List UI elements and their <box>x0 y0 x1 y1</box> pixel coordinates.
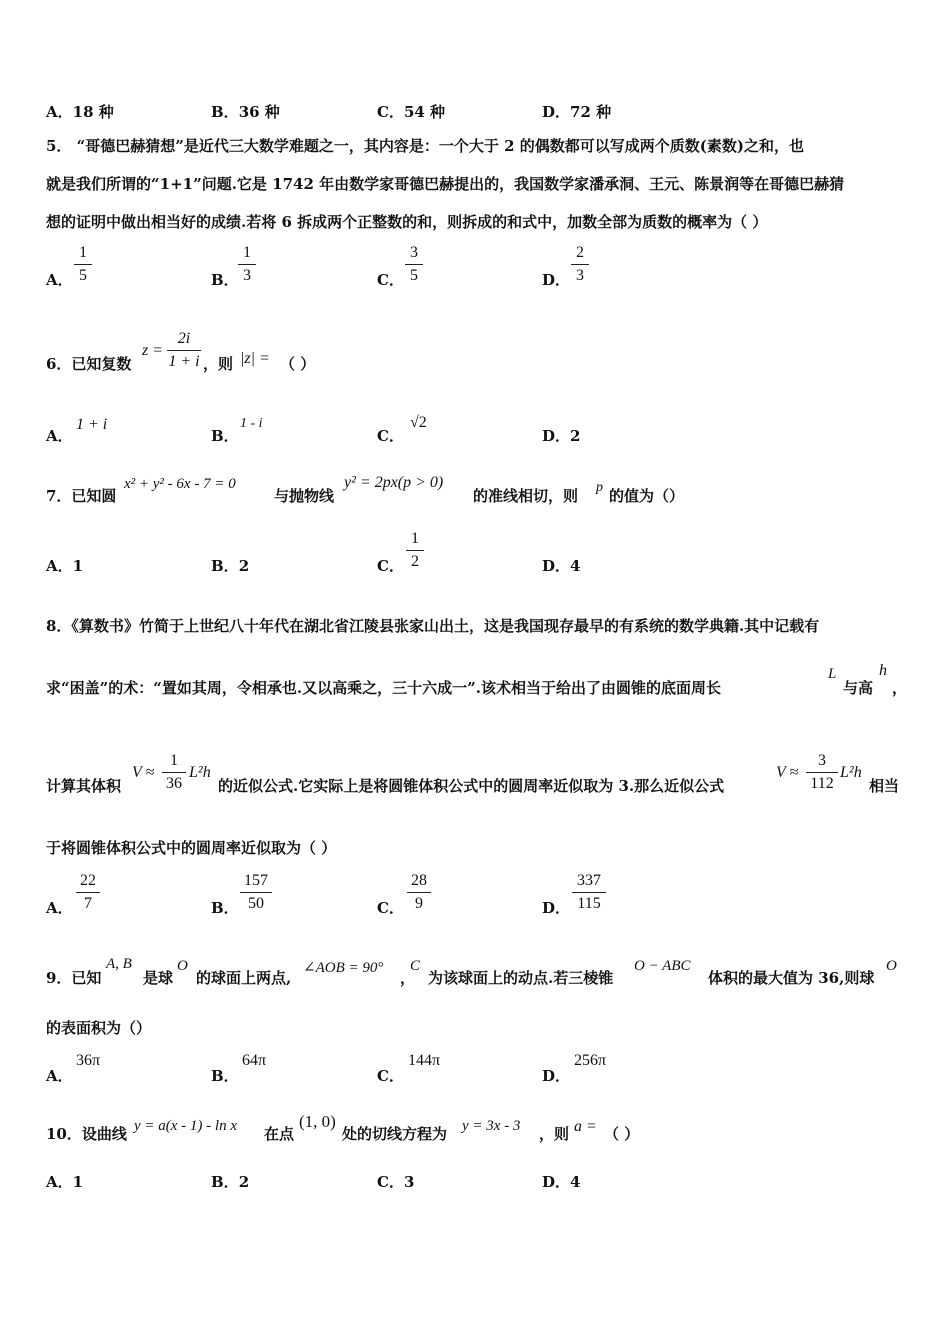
fraction-bar <box>74 264 92 265</box>
q7-mid2: 的准线相切，则 <box>473 487 579 505</box>
q8-option-b-letter: B． <box>211 899 239 917</box>
q8-f1-fraction <box>162 752 186 793</box>
fraction-bar <box>167 350 201 351</box>
fraction-bar <box>405 264 423 265</box>
q8-f2-rhs: L²h <box>840 764 862 781</box>
q10-prefix: 10．设曲线 <box>46 1125 127 1143</box>
fraction-bar <box>240 892 272 893</box>
q8-line3b: 的近似公式.它实际上是将圆锥体积公式中的圆周率近似取为 3.那么近似公式 <box>218 777 725 795</box>
option-text: 2 <box>238 1173 250 1191</box>
q8-line2a: 求“困盖”的术：“置如其周，令相承也.又以高乘之，三十六成一”.该术相当于给出了由圆锥的底面周长 <box>46 679 721 697</box>
q6-option-c-text: √2 <box>410 414 427 431</box>
q8-line4: 于将圆锥体积公式中的圆周率近似取为（ ） <box>46 839 337 857</box>
q7-prefix: 7．已知圆 <box>46 487 117 505</box>
q8-line3c: 相当 <box>869 777 900 795</box>
q8-option-b-fraction <box>240 872 272 913</box>
option-text: 4 <box>570 1173 581 1191</box>
q10-point: (1, 0) <box>299 1112 336 1131</box>
q10-suffix: （ ） <box>604 1125 640 1143</box>
denominator: 9 <box>415 895 423 912</box>
denominator: 5 <box>79 267 87 284</box>
option-letter: D． <box>542 1173 571 1191</box>
numerator: 22 <box>80 872 96 889</box>
denominator: 3 <box>243 267 251 284</box>
numerator: 3 <box>818 752 826 769</box>
option-text: 2 <box>238 557 250 575</box>
q8-line2b: 与高 <box>843 679 874 697</box>
q4-option-c <box>377 102 445 122</box>
q10-t1: 在点 <box>264 1125 295 1143</box>
q9-option-b-text: 64π <box>242 1052 267 1069</box>
q8-line1: 8．《算数书》竹简于上世纪八十年代在湖北省江陵县张家山出土，这是我国现存最早的有系统的数学典籍.其中记载有 <box>46 617 820 635</box>
option-text: 1 <box>72 557 84 575</box>
q9-angle: ∠AOB = 90° <box>303 960 384 976</box>
q8-line3a: 计算其体积 <box>46 777 122 795</box>
q9-t2: 的球面上两点, <box>196 969 292 987</box>
q4-option-d <box>542 102 611 122</box>
numerator: 28 <box>411 872 427 889</box>
q9-option-d-letter: D． <box>542 1067 571 1085</box>
option-letter: D． <box>542 103 571 121</box>
numerator: 1 <box>411 530 419 547</box>
denominator: 2 <box>411 553 419 570</box>
q7-circle-equation: x² + y² - 6x - 7 = 0 <box>124 476 236 492</box>
q6-option-b-text: 1 - i <box>240 416 263 431</box>
q10-option-a <box>46 1172 83 1192</box>
q7-suffix: 的值为（） <box>609 487 685 505</box>
numerator: 157 <box>244 872 268 889</box>
q10-t3: ，则 <box>539 1125 570 1143</box>
q6-option-a-text: 1 + i <box>76 416 108 433</box>
numerator: 337 <box>577 872 601 889</box>
option-text: 1 <box>72 1173 84 1191</box>
q5-line2: 就是我们所谓的“1+1”问题.它是 1742 年由数学家哥德巴赫提出的，我国数学家潘承洞、王元、陈景润等在哥德巴赫猜 <box>46 175 845 193</box>
q8-f2-lhs: V ≈ <box>776 764 799 781</box>
option-text: 3 <box>403 1173 415 1191</box>
q8-f1-rhs: L²h <box>189 764 211 781</box>
q9-option-b-letter: B． <box>211 1067 239 1085</box>
numerator: 2 <box>576 244 584 261</box>
q6-prefix: 6．已知复数 <box>46 355 132 373</box>
fraction-bar <box>571 264 589 265</box>
option-text: 18 种 <box>72 103 114 121</box>
q6-z-lhs: z = <box>142 342 164 359</box>
option-text: 54 种 <box>403 103 446 121</box>
q7-option-d <box>542 556 580 576</box>
q8-option-c-fraction <box>407 872 431 913</box>
q5-option-c-letter: C． <box>377 271 404 289</box>
denominator: 1 + i <box>168 353 200 370</box>
q9-t5: 体积的最大值为 36,则球 <box>708 969 875 987</box>
q10-curve: y = a(x - 1) - ln x <box>134 1118 237 1134</box>
denominator: 115 <box>577 895 601 912</box>
option-text: 2 <box>570 427 581 445</box>
q8-option-c-letter: C． <box>377 899 404 917</box>
option-letter: A． <box>46 1173 73 1191</box>
option-text: 4 <box>570 557 581 575</box>
q10-option-d <box>542 1172 580 1192</box>
option-letter: D． <box>542 427 571 445</box>
q5-option-d-fraction <box>571 244 589 285</box>
q9-line2: 的表面积为（） <box>46 1019 152 1037</box>
q7-option-a <box>46 556 83 576</box>
q8-L: L <box>828 666 837 682</box>
q9-option-a-text: 36π <box>76 1052 101 1069</box>
option-text: 72 种 <box>570 103 612 121</box>
q6-abs-z: |z| = <box>240 350 270 367</box>
option-text: 36 种 <box>238 103 280 121</box>
q6-option-c-letter: C． <box>377 427 404 445</box>
fraction-bar <box>407 892 431 893</box>
q9-option-d-text: 256π <box>574 1052 607 1069</box>
option-letter: C． <box>377 103 404 121</box>
q10-option-b <box>211 1172 249 1192</box>
q9-t3: ， <box>400 969 416 987</box>
numerator: 1 <box>170 752 178 769</box>
option-letter: C． <box>377 1173 404 1191</box>
q5-option-a-letter: A． <box>46 271 73 289</box>
option-letter: B． <box>211 103 239 121</box>
q6-z-fraction <box>167 330 201 371</box>
q9-C: C <box>410 958 421 974</box>
fraction-bar <box>76 892 100 893</box>
q9-option-c-letter: C． <box>377 1067 404 1085</box>
q6-option-a-letter: A． <box>46 427 73 445</box>
fraction-bar <box>806 772 838 773</box>
q10-a: a = <box>574 1118 597 1135</box>
q7-option-b <box>211 556 249 576</box>
q6-middle: ，则 <box>203 355 234 373</box>
denominator: 5 <box>410 267 418 284</box>
q8-f2-fraction <box>806 752 838 793</box>
q5-option-c-fraction <box>405 244 423 285</box>
q9-t4: 为该球面上的动点.若三棱锥 <box>428 969 614 987</box>
q7-option-c-fraction <box>406 530 424 571</box>
q8-option-d-fraction <box>572 872 606 913</box>
option-letter: A． <box>46 557 73 575</box>
q9-O2: O <box>886 958 897 974</box>
q4-option-a <box>46 102 114 122</box>
q6-suffix: （ ） <box>280 355 316 373</box>
denominator: 7 <box>84 895 92 912</box>
q8-h: h <box>879 662 887 679</box>
q5-line1: 5． “哥德巴赫猜想”是近代三大数学难题之一，其内容是：一个大于 2 的偶数都可以写成两个质数(素数)之和，也 <box>46 137 804 155</box>
q7-mid: 与抛物线 <box>274 487 335 505</box>
q9-pyramid: O − ABC <box>634 958 691 974</box>
q6-option-b-letter: B． <box>211 427 239 445</box>
q5-option-a-fraction <box>74 244 92 285</box>
q7-parabola-equation: y² = 2px(p > 0) <box>344 474 444 491</box>
q9-prefix: 9．已知 <box>46 969 102 987</box>
denominator: 50 <box>248 895 264 912</box>
numerator: 3 <box>410 244 418 261</box>
fraction-bar <box>162 772 186 773</box>
q5-option-b-fraction <box>238 244 256 285</box>
q6-option-d-letter <box>542 426 580 446</box>
numerator: 1 <box>243 244 251 261</box>
fraction-bar <box>572 892 606 893</box>
q4-option-b <box>211 102 280 122</box>
denominator: 36 <box>166 775 182 792</box>
q8-option-a-letter: A． <box>46 899 73 917</box>
q9-AB: A, B <box>106 956 132 972</box>
q8-option-d-letter: D． <box>542 899 571 917</box>
q8-option-a-fraction <box>76 872 100 913</box>
q7-p: p <box>596 480 603 495</box>
q9-option-a-letter: A． <box>46 1067 73 1085</box>
option-letter: A． <box>46 103 73 121</box>
q5-line3: 想的证明中做出相当好的成绩.若将 6 拆成两个正整数的和，则拆成的和式中，加数全部为质数的概率为（ ） <box>46 213 768 231</box>
option-letter: B． <box>211 557 239 575</box>
q10-tangent: y = 3x - 3 <box>462 1118 521 1134</box>
q8-line2c: ， <box>892 679 908 697</box>
q9-option-c-text: 144π <box>408 1052 441 1069</box>
q9-O1: O <box>177 958 188 974</box>
fraction-bar <box>406 550 424 551</box>
q7-option-c-letter: C． <box>377 557 404 575</box>
numerator: 1 <box>79 244 87 261</box>
option-letter: D． <box>542 557 571 575</box>
denominator: 3 <box>576 267 584 284</box>
option-letter: B． <box>211 1173 239 1191</box>
q9-t1: 是球 <box>143 969 174 987</box>
denominator: 112 <box>810 775 834 792</box>
q10-option-c <box>377 1172 414 1192</box>
q5-option-d-letter: D． <box>542 271 571 289</box>
q10-t2: 处的切线方程为 <box>342 1125 448 1143</box>
q5-option-b-letter: B． <box>211 271 239 289</box>
numerator: 2i <box>177 330 191 347</box>
q8-f1-lhs: V ≈ <box>132 764 155 781</box>
fraction-bar <box>238 264 256 265</box>
